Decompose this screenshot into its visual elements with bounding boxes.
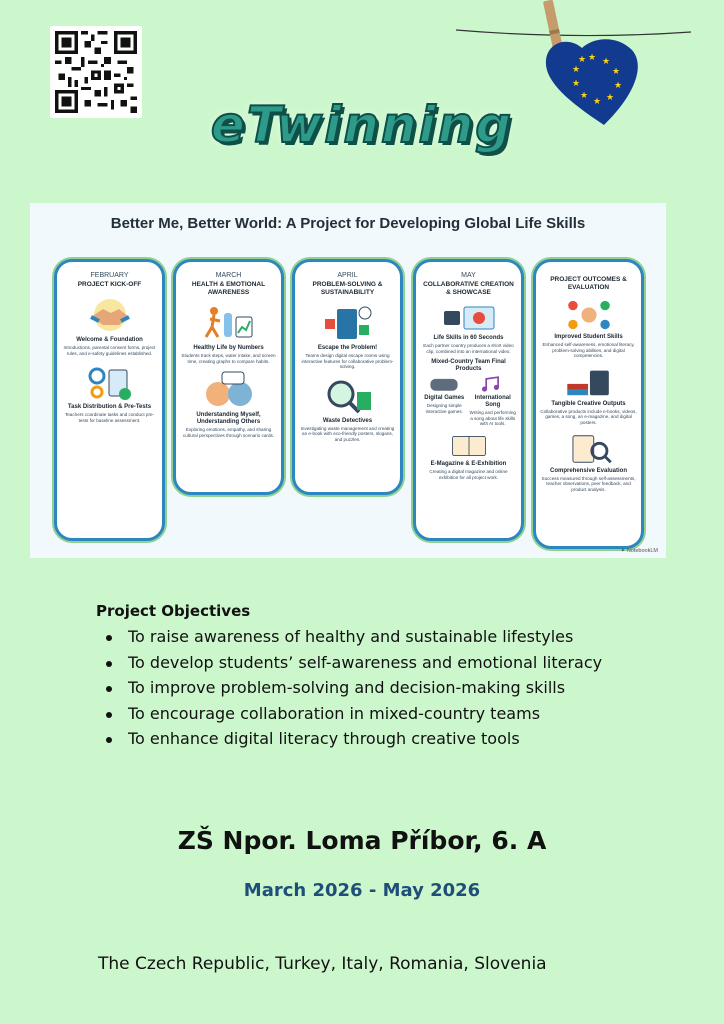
objective-item: To develop students’ self-awareness and emotional literacy — [102, 650, 602, 676]
infographic-title: Better Me, Better World: A Project for Developing Global Life Skills — [110, 215, 586, 232]
svg-text:★: ★ — [580, 91, 589, 101]
card-item-desc: Teams design digital escape rooms using interactive features for collaborative problem-solving. — [301, 353, 394, 370]
card-item-desc: Investigating waste management and creating an e-book with eco-friendly posters, slogans, and puzzles. — [300, 425, 395, 442]
card-item-desc: Designing simple interactive games. — [425, 403, 463, 414]
magazine-icon — [442, 433, 496, 459]
card-phase: COLLABORATIVE CREATION & SHOWCASE — [423, 281, 514, 296]
svg-text:★: ★ — [572, 65, 581, 75]
card-item-desc: Writing and performing a song about life skills with AI tools. — [469, 410, 516, 427]
project-dates: March 2026 - May 2026 — [243, 880, 481, 901]
card-phase: PROJECT OUTCOMES & EVALUATION — [550, 276, 627, 291]
escape-room-puzzle-icon — [321, 303, 375, 343]
card-item-title: Tangible Creative Outputs — [551, 400, 626, 407]
svg-text:★: ★ — [612, 67, 621, 77]
card-item-title: Life Skills in 60 Seconds — [433, 335, 504, 341]
gamepad-icon — [427, 375, 461, 393]
card-item-desc: Success measured through self-assessments, teacher observations, peer feedback, and product analysis. — [541, 475, 636, 492]
objective-item: To enhance digital literacy through creative tools — [102, 726, 602, 752]
card-item-title: Healthy Life by Numbers — [193, 345, 264, 351]
card-item-title: Improved Student Skills — [554, 334, 623, 340]
card-item-desc: Exploring emotions, empathy, and sharing cultural perspectives through scenario cards. — [182, 427, 275, 438]
card-phase: PROJECT KICK-OFF — [77, 281, 142, 288]
svg-text:★: ★ — [572, 79, 581, 89]
two-heads-empathy-icon — [202, 370, 256, 410]
video-camera-icon — [442, 303, 496, 333]
card-phase: HEALTH & EMOTIONAL AWARENESS — [191, 281, 266, 296]
timeline-card-april — [292, 259, 403, 495]
objective-item: To encourage collaboration in mixed-country teams — [102, 701, 602, 727]
magnifier-recycling-icon — [321, 376, 375, 416]
card-item-title: International Song — [474, 395, 511, 409]
card-month: MARCH — [215, 272, 242, 279]
school-name: ZŠ Npor. Loma Příbor, 6. A — [177, 826, 547, 855]
svg-text:★: ★ — [602, 57, 611, 67]
card-month: APRIL — [337, 272, 358, 279]
card-item-desc: Creating a digital magazine and online exhibition for all project work. — [429, 468, 508, 480]
timeline-card-february — [54, 259, 165, 541]
card-item-desc: Introductions, parental consent forms, project rules, and e-safety guidelines established. — [63, 345, 156, 356]
objective-item: To improve problem-solving and decision-making skills — [102, 675, 602, 701]
objectives-list — [96, 624, 602, 752]
card-item-title: Waste Detectives — [322, 417, 373, 424]
card-subitem-song — [469, 373, 518, 427]
timeline-card-may — [413, 259, 524, 541]
card-month: FEBRUARY — [90, 272, 129, 279]
badge-label: NotebookLM — [626, 548, 658, 554]
svg-text:★: ★ — [606, 93, 615, 103]
page-title: eTwinning — [210, 96, 514, 154]
project-infographic — [30, 203, 666, 558]
card-item-desc: Students track steps, water intake, and screen time, creating graphs to compare habits. — [181, 353, 276, 364]
sparkle-icon: ✦ — [620, 548, 627, 554]
card-item-title: Understanding Myself, Understanding Others — [196, 412, 261, 426]
card-item-title: Mixed-Country Team Final Products — [431, 359, 506, 373]
card-subitem-games — [420, 373, 469, 427]
card-item-pair — [420, 373, 517, 427]
card-item-title: Comprehensive Evaluation — [549, 467, 628, 474]
svg-text:★: ★ — [614, 81, 623, 91]
objective-item: To raise awareness of healthy and sustainable lifestyles — [102, 624, 602, 650]
evaluation-clipboard-icon — [562, 432, 616, 466]
card-month: MAY — [461, 272, 476, 279]
card-phase: PROBLEM-SOLVING & SUSTAINABILITY — [312, 281, 383, 296]
student-skills-icon — [562, 298, 616, 332]
project-objectives — [96, 602, 602, 752]
timeline-card-march — [173, 259, 284, 495]
card-item-desc: Collaborative products include e-books, videos, games, a song, an e-magazine, and digital posters. — [540, 408, 637, 425]
svg-text:★: ★ — [578, 55, 587, 65]
timeline-card-outcomes — [533, 259, 644, 549]
card-item-desc: Enhanced self-awareness, emotional literacy, problem-solving abilities, and digital competencies. — [542, 342, 635, 359]
svg-text:★: ★ — [588, 53, 597, 63]
card-item-title: Task Distribution & Pre-Tests — [67, 404, 152, 411]
card-item-desc: Each partner country produces a short video clip, combined into an international video. — [423, 343, 514, 354]
music-note-icon — [476, 375, 510, 393]
notebooklm-badge — [621, 548, 658, 554]
objectives-heading: Project Objectives — [96, 602, 251, 620]
fitness-tracking-icon — [202, 303, 256, 343]
card-item-title: Welcome & Foundation — [76, 337, 143, 343]
partner-countries: The Czech Republic, Turkey, Italy, Romania, Slovenia — [98, 954, 547, 974]
card-item-desc: Teachers coordinate tasks and conduct pre-tests for baseline assessment. — [64, 412, 155, 423]
handshake-icon — [83, 295, 137, 335]
card-item-title: Digital Games — [424, 395, 465, 402]
books-tablet-icon — [562, 365, 616, 399]
card-item-title: Escape the Problem! — [317, 345, 378, 351]
card-item-title: E-Magazine & E-Exhibition — [430, 460, 507, 467]
gears-clipboard-icon — [83, 362, 137, 402]
svg-text:★: ★ — [593, 97, 602, 107]
